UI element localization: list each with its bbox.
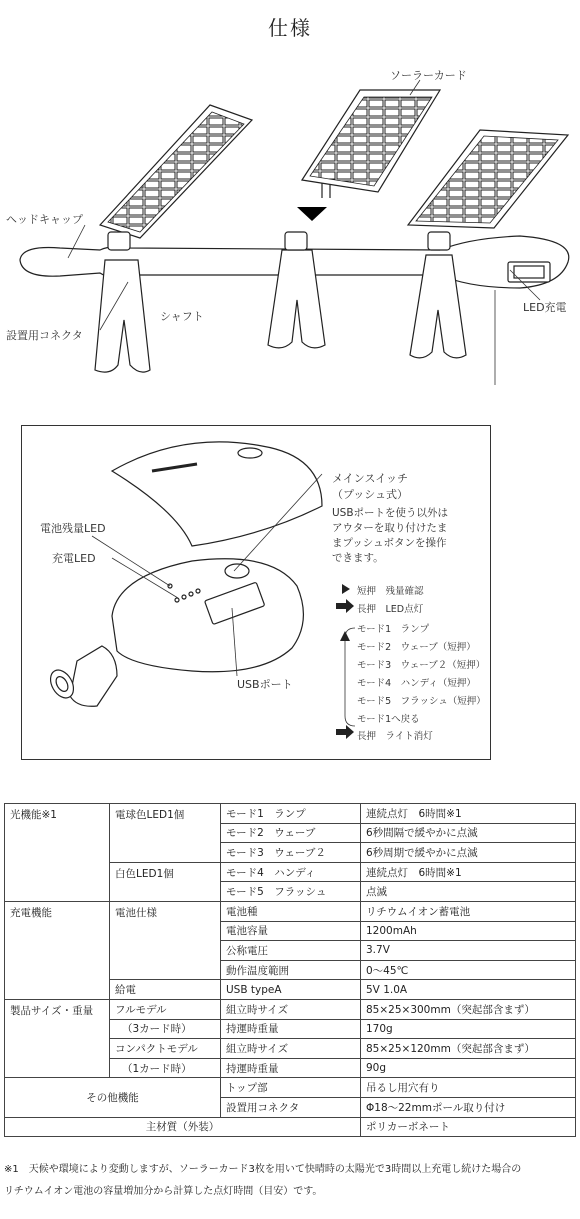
mode-row: 短押 残量確認 (357, 586, 424, 597)
mode-row: 長押 LED点灯 (357, 604, 424, 615)
head-detail-box (21, 425, 491, 760)
battery-led-label: 電池残量LED (40, 522, 106, 535)
mode-row: 長押 ライト消灯 (357, 731, 433, 742)
solar-card-label: ソーラーカード (390, 69, 467, 82)
table-row: （1カード時） 持運時重量 90g (5, 1058, 576, 1078)
led-charge-label: LED充電 (523, 301, 567, 314)
outer-note: USBポートを使う以外は アウターを取り付けたま まプッシュボタンを操作 できます。 (332, 507, 449, 564)
lantern-drawing (0, 55, 580, 385)
head-cap-label: ヘッドキャップ (6, 213, 83, 226)
connector-label: 設置用コネクタ (6, 329, 83, 342)
table-row: モード3 ウェーブ２ 6秒周期で緩やかに点滅 (5, 843, 576, 863)
solar-card-right (408, 130, 568, 228)
short-press-icon (342, 584, 350, 594)
mode-row: モード5 フラッシュ（短押） (357, 696, 486, 707)
outer-cover (112, 442, 322, 546)
table-row: その他機能 トップ部 吊るし用穴有り (5, 1078, 576, 1098)
mode-row: モード1 ランプ (357, 624, 430, 635)
table-row: コンパクトモデル 組立時サイズ 85×25×120mm（突起部含まず） (5, 1039, 576, 1059)
mode-row: モード4 ハンディ（短押） (357, 678, 476, 689)
table-row: （3カード時） 持運時重量 170g (5, 1019, 576, 1039)
charge-led-label: 充電LED (52, 552, 96, 565)
table-row: 充電機能 電池仕様 電池種 リチウムイオン蓄電池 (5, 901, 576, 921)
table-row: 電池容量 1200mAh (5, 921, 576, 941)
table-row: モード2 ウェーブ 6秒間隔で緩やかに点滅 (5, 823, 576, 843)
solar-card-left (100, 105, 252, 238)
solar-card-center (302, 90, 440, 198)
long-press-off-icon (336, 725, 354, 739)
product-illustration (0, 55, 580, 385)
table-row: 設置用コネクタ Φ18〜22mmポール取り付け (5, 1097, 576, 1117)
table-row: 動作温度範囲 0〜45℃ (5, 960, 576, 980)
long-press-icon (336, 599, 354, 613)
usb-port-label: USBポート (237, 678, 293, 691)
shaft-label: シャフト (160, 310, 204, 323)
spec-table (4, 803, 576, 1137)
table-row: 製品サイズ・重量 フルモデル 組立時サイズ 85×25×300mm（突起部含まず） (5, 999, 576, 1019)
main-switch-label: メインスイッチ (332, 472, 409, 485)
table-row: 給電 USB typeA 5V 1.0A (5, 980, 576, 1000)
insert-arrow (297, 207, 327, 221)
mode-row: モード2 ウェーブ（短押） (357, 642, 476, 653)
table-row: 白色LED1個 モード4 ハンディ 連続点灯 6時間※1 (5, 862, 576, 882)
table-row: モード5 フラッシュ 点滅 (5, 882, 576, 902)
footnote: ※1 天候や環境により変動しますが、ソーラーカード3枚を用いて快晴時の太陽光で3時間以上充電し続けた場合の リチウムイオン電池の容量増加分から計算した点灯時間（目安）です。 (4, 1164, 522, 1197)
table-row: 公称電圧 3.7V (5, 941, 576, 961)
connector-part (70, 646, 117, 706)
light-function-cell: 光機能※1 (5, 804, 110, 902)
mode-row: モード1へ戻る (357, 714, 420, 725)
page-title: 仕様 (268, 16, 312, 40)
mode-row: モード3 ウェーブ２（短押） (357, 660, 486, 671)
table-row: 主材質（外装） ポリカーボネート (5, 1117, 576, 1137)
push-type-label: （プッシュ式） (332, 488, 409, 501)
table-row: 光機能※1 電球色LED1個 モード1 ランプ 連続点灯 6時間※1 (5, 804, 576, 824)
